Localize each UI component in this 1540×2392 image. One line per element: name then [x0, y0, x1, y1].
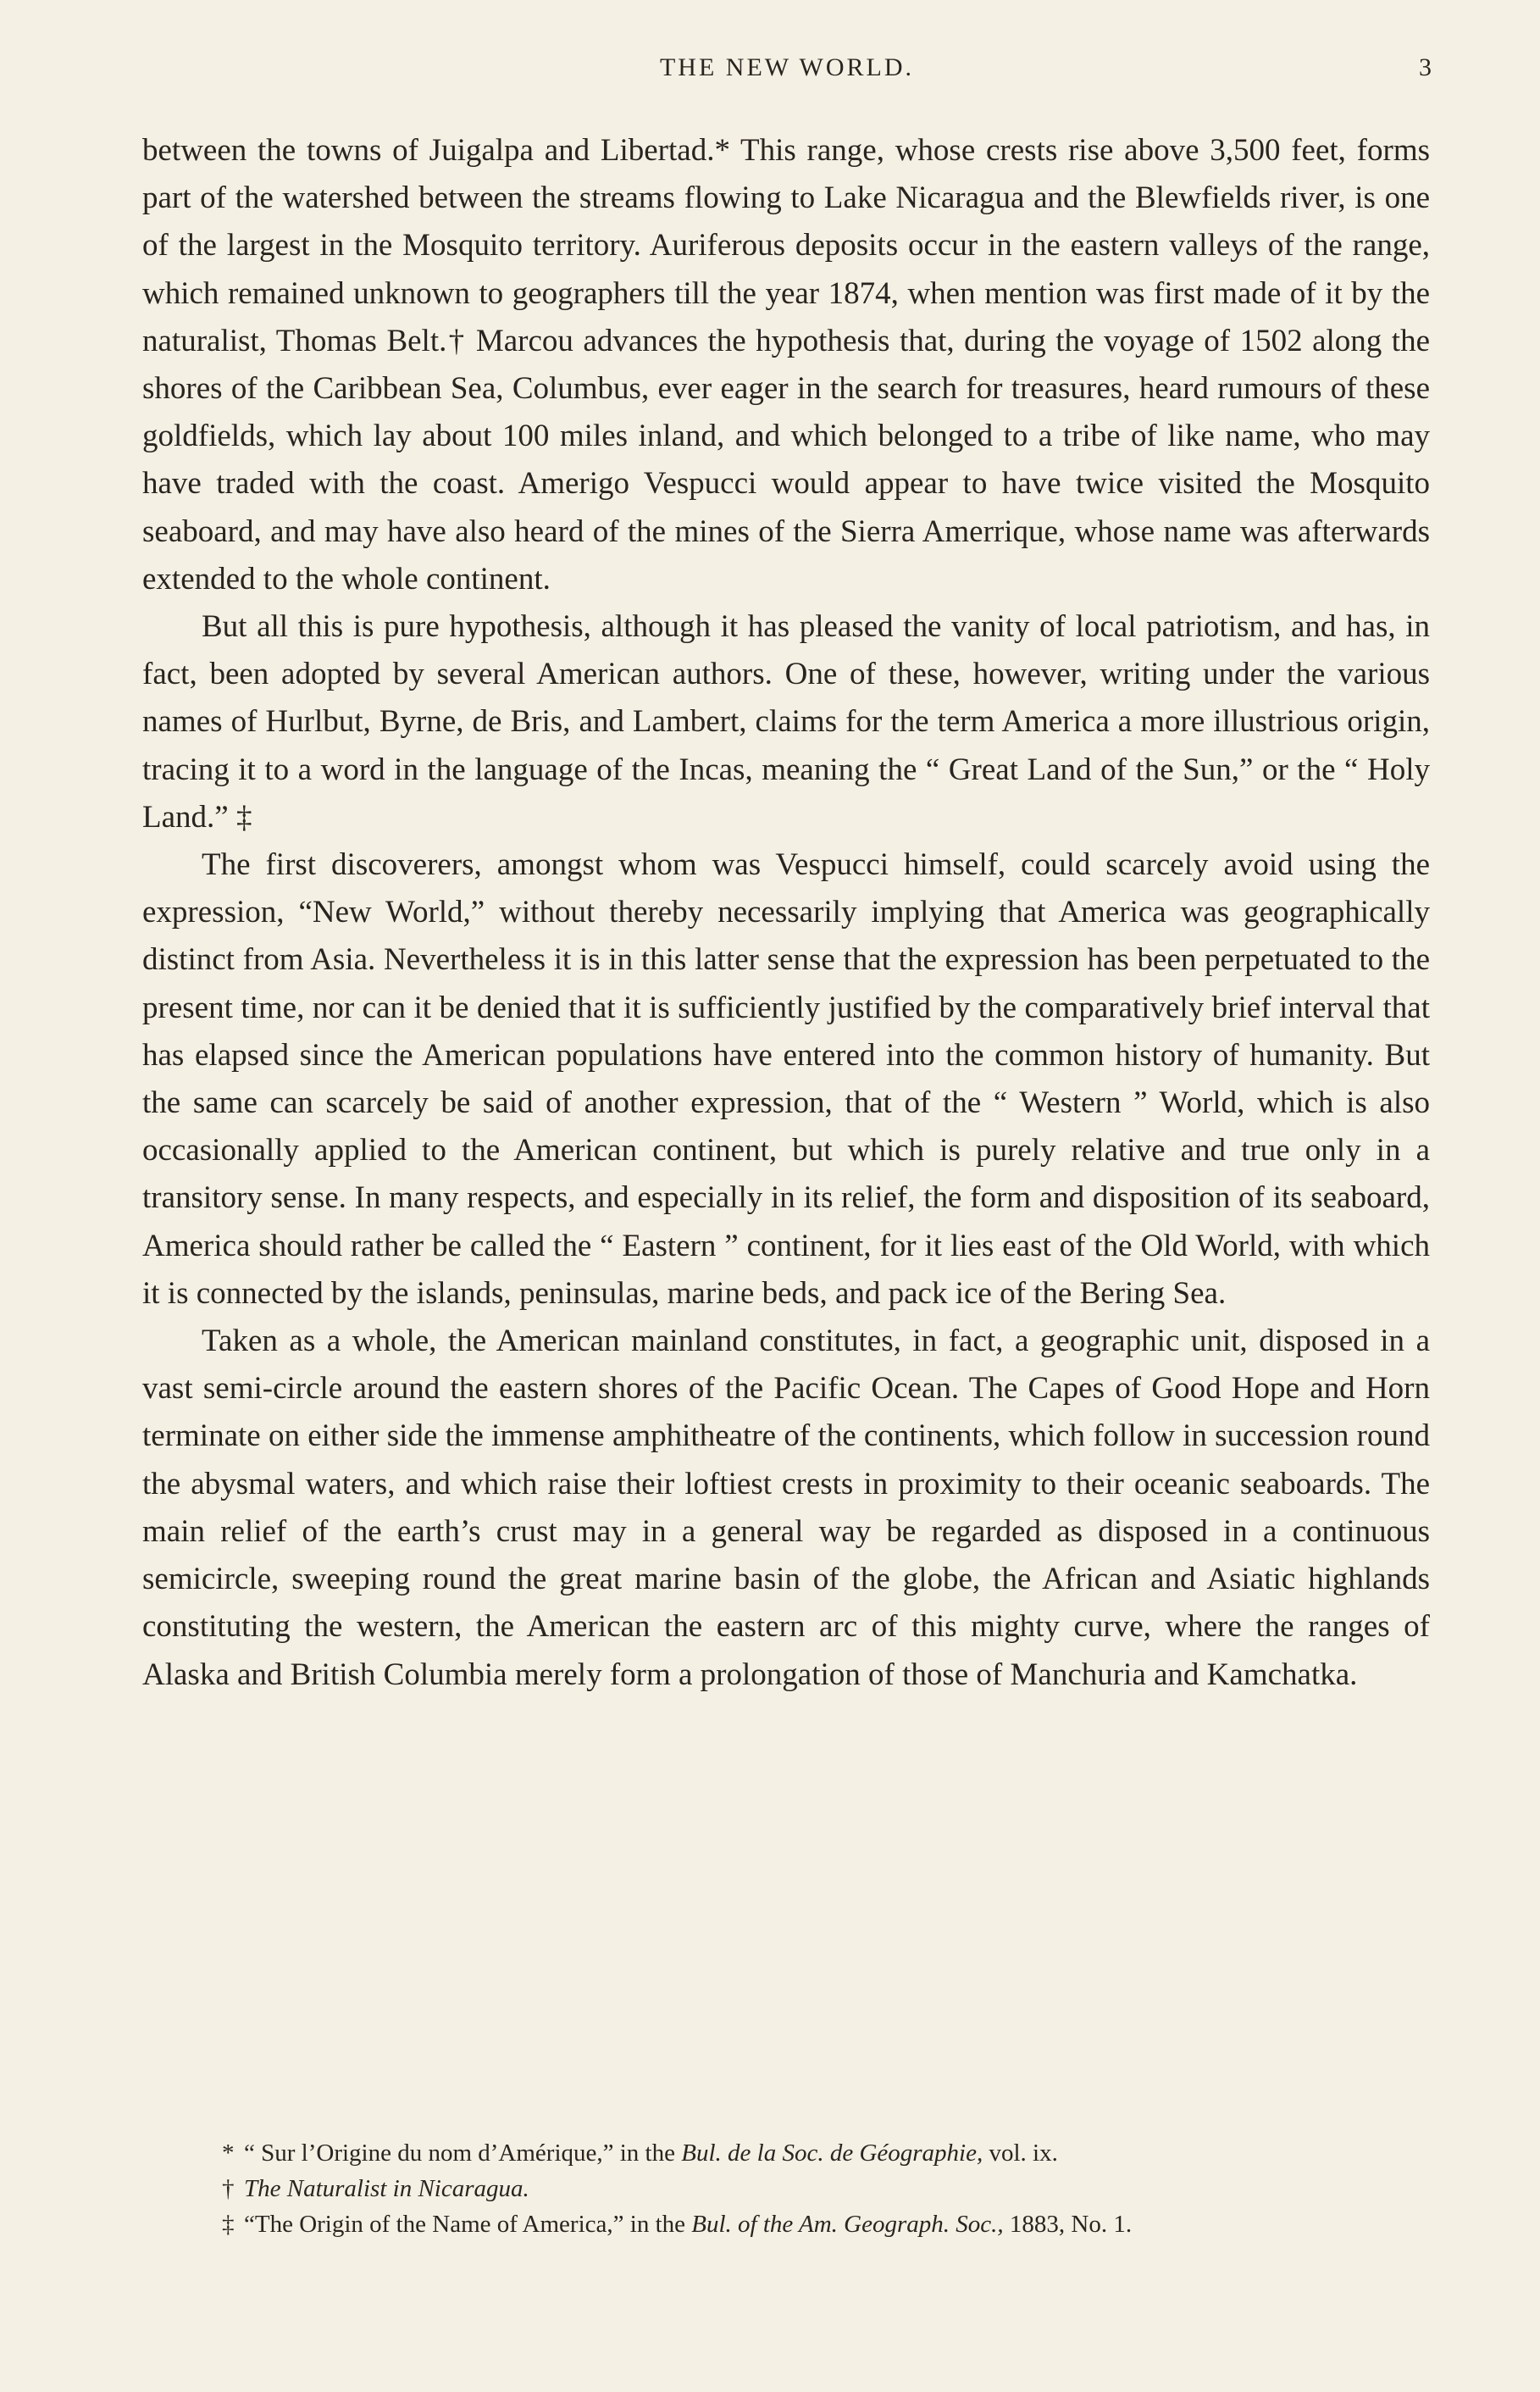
footnote-citation: The Naturalist in Nicaragua.	[244, 2175, 529, 2202]
paragraph-continued: between the towns of Juigalpa and Libertad.* This range, whose crests rise above 3,500 feet, forms part of the watershed between the streams flowing to Lake Nicaragua and the Blewfields river, is one of the largest in the Mosquito territory. Auriferous deposits occur in the eastern valleys of the range, which remained unknown to geographers till the year 1874, when mention was first made of it by the naturalist, Thomas Belt.† Marcou advances the hypothesis that, during the voyage of 1502 along the shores of the Caribbean Sea, Columbus, ever eager in the search for treasures, heard rumours of these goldfields, which lay about 100 miles inland, and which belonged to a tribe of like name, who may have traded with the coast. Amerigo Vespucci would appear to have twice visited the Mosquito seaboard, and may have also heard of the mines of the Sierra Amerrique, whose name was afterwards extended to the whole continent.	[142, 133, 1430, 597]
footnote	[222, 2206, 1425, 2242]
paragraph: But all this is pure hypothesis, although it has pleased the vanity of local patriotism, and has, in fact, been adopted by several American authors. One of these, however, writing under the various names of Hurlbut, Byrne, de Bris, and Lambert, claims for the term America a more illustrious origin, tracing it to a word in the language of the Incas, meaning the “ Great Land of the Sun,” or the “ Holy Land.” ‡	[142, 609, 1430, 835]
page-number: 3	[1419, 53, 1432, 81]
footnote-text: “The Origin of the Name of America,” in the	[244, 2211, 692, 2238]
paragraph: Taken as a whole, the American mainland constitutes, in fact, a geographic unit, disposed in a vast semi-circle around the eastern shores of the Pacific Ocean. The Capes of Good Hope and Horn terminate on either side the immense amphitheatre of the continents, which follow in succession round the abysmal waters, and which raise their loftiest crests in proximity to their oceanic seaboards. The main relief of the earth’s crust may in a general way be regarded as disposed in a continuous semicircle, sweeping round the great marine basin of the globe, the African and Asiatic highlands constituting the western, the American the eastern arc of this mighty curve, where the ranges of Alaska and British Columbia merely form a prolongation of those of Manchuria and Kamchatka.	[142, 1324, 1430, 1692]
footnote-mark: *	[222, 2139, 235, 2167]
footnote-mark: ‡	[222, 2211, 235, 2238]
footnote-citation: Bul. of the Am. Geograph. Soc.,	[691, 2211, 1004, 2238]
footnote-mark: †	[222, 2175, 235, 2202]
footnote-text: 1883, No. 1.	[1003, 2211, 1133, 2238]
running-title: THE NEW WORLD.	[659, 53, 915, 81]
paragraph: The first discoverers, amongst whom was Vespucci himself, could scarcely avoid using the expression, “New World,” without thereby necessarily implying that America was geographically distinct from Asia. Nevertheless it is in this latter sense that the expression has been perpetuated to the present time, nor can it be denied that it is sufficiently justified by the comparatively brief interval that has elapsed since the American populations have entered into the common history of humanity. But the same can scarcely be said of another expression, that of the “ Western ” World, which is also occasionally applied to the American continent, but which is purely relative and true only in a transitory sense. In many respects, and especially in its relief, the form and disposition of its seaboard, America should rather be called the “ Eastern ” continent, for it lies east of the Old World, with which it is connected by the islands, peninsulas, marine beds, and pack ice of the Bering Sea.	[142, 847, 1430, 1311]
footnote-text: “ Sur l’Origine du nom d’Amérique,” in the	[244, 2139, 682, 2167]
body-text	[142, 127, 1430, 1699]
footnotes	[222, 2135, 1425, 2242]
footnote-citation: Bul. de la Soc. de Géographie,	[681, 2139, 983, 2167]
footnote	[222, 2135, 1425, 2171]
running-head	[142, 51, 1432, 85]
footnote	[222, 2171, 1425, 2206]
footnote-text: vol. ix.	[983, 2139, 1058, 2167]
